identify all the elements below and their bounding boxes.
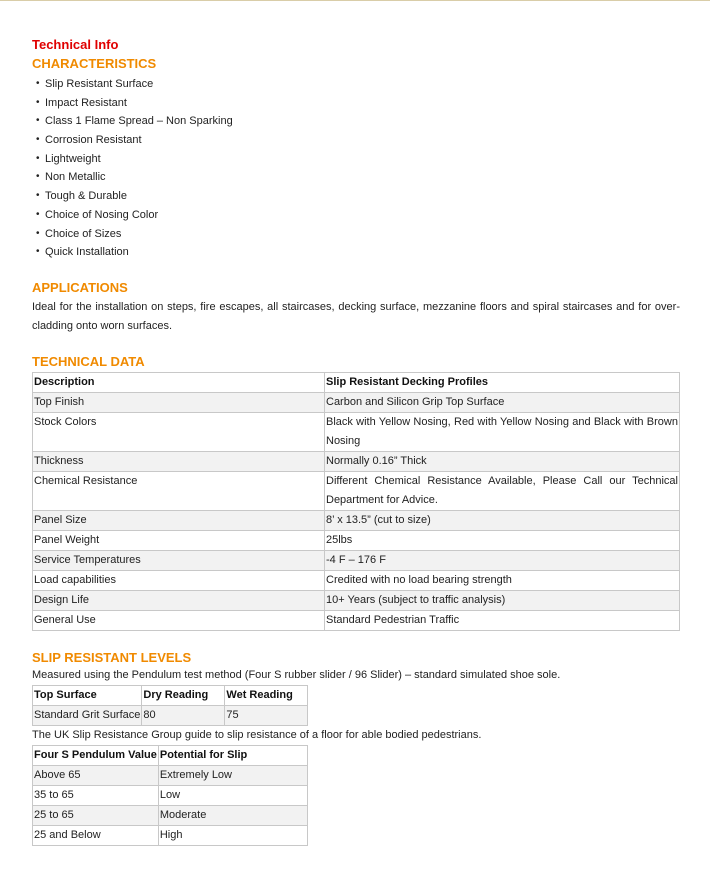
table-cell: Service Temperatures [33,550,325,570]
list-item: • Lightweight [32,150,680,169]
table-row [33,510,680,530]
table-row [33,825,308,845]
table-row [33,471,680,510]
technical-info-page [32,37,680,846]
table-cell: 10+ Years (subject to traffic analysis) [325,590,680,610]
table-cell: 35 to 65 [33,785,159,805]
table-cell: Moderate [158,805,307,825]
table-cell: 75 [225,705,308,725]
column-header: Slip Resistant Decking Profiles [325,372,680,392]
slip-levels-heading: SLIP RESISTANT LEVELS [32,649,192,665]
table-row [33,530,680,550]
list-item: • Class 1 Flame Spread – Non Sparking [32,112,680,131]
table-cell: Black with Yellow Nosing, Red with Yellow Nosing and Black with Brown Nosing [325,412,680,451]
column-header: Dry Reading [142,685,225,705]
pendulum-value-table [32,745,308,846]
column-header: Wet Reading [225,685,308,705]
table-cell: Top Finish [33,392,325,412]
table-cell: 25 and Below [33,825,159,845]
technical-data-heading: TECHNICAL DATA [32,353,145,369]
table-row [33,392,680,412]
table-cell: Panel Size [33,510,325,530]
characteristics-list [32,75,680,262]
table-cell: Thickness [33,451,325,471]
list-item: • Tough & Durable [32,187,680,206]
table-cell: 25 to 65 [33,805,159,825]
table-cell: Credited with no load bearing strength [325,570,680,590]
table-row [33,785,308,805]
table-cell: -4 F – 176 F [325,550,680,570]
table-header-row [33,745,308,765]
table-cell: Design Life [33,590,325,610]
list-item: • Corrosion Resistant [32,131,680,150]
applications-text: Ideal for the installation on steps, fire escapes, all staircases, decking surface, mezzanine floors and spiral staircases and for over-cladding onto worn surfaces. [32,300,680,332]
table-cell: Different Chemical Resistance Available, Please Call our Technical Department for Advice. [325,471,680,510]
list-item: • Impact Resistant [32,94,680,113]
table-cell: General Use [33,610,325,630]
list-item: • Non Metallic [32,168,680,187]
table-header-row [33,372,680,392]
table-cell: 8’ x 13.5” (cut to size) [325,510,680,530]
table-cell: Standard Grit Surface [33,705,142,725]
top-rule [0,0,710,1]
table-cell: Standard Pedestrian Traffic [325,610,680,630]
table-row [33,765,308,785]
column-header: Top Surface [33,685,142,705]
table-row [33,451,680,471]
table-row [33,590,680,610]
table-cell: 80 [142,705,225,725]
list-item: • Choice of Sizes [32,225,680,244]
table-row [33,412,680,451]
table-cell: Normally 0.16” Thick [325,451,680,471]
table-cell: Above 65 [33,765,159,785]
table-row [33,550,680,570]
list-item: • Slip Resistant Surface [32,75,680,94]
table-cell: High [158,825,307,845]
table-cell: Extremely Low [158,765,307,785]
table-cell: Carbon and Silicon Grip Top Surface [325,392,680,412]
table-cell: Panel Weight [33,530,325,550]
characteristics-heading: CHARACTERISTICS [32,56,157,71]
table-cell: Chemical Resistance [33,471,325,510]
column-header: Description [33,372,325,392]
technical-info-label: Technical Info [32,37,119,52]
table-row [33,805,308,825]
table-row [33,705,308,725]
applications-heading: APPLICATIONS [32,279,128,295]
column-header: Four S Pendulum Value [33,745,159,765]
list-item: • Quick Installation [32,243,680,262]
slip-levels-intro: Measured using the Pendulum test method (Four S rubber slider / 96 Slider) – standard simulated shoe sole. [32,668,561,681]
list-item: • Choice of Nosing Color [32,206,680,225]
technical-data-table [32,372,680,631]
table-row [33,610,680,630]
slip-guide-text: The UK Slip Resistance Group guide to slip resistance of a floor for able bodied pedestrians. [32,728,482,741]
table-cell: Low [158,785,307,805]
table-cell: Stock Colors [33,412,325,451]
slip-readings-table [32,685,308,726]
column-header: Potential for Slip [158,745,307,765]
table-cell: Load capabilities [33,570,325,590]
table-cell: 25lbs [325,530,680,550]
table-header-row [33,685,308,705]
table-row [33,570,680,590]
